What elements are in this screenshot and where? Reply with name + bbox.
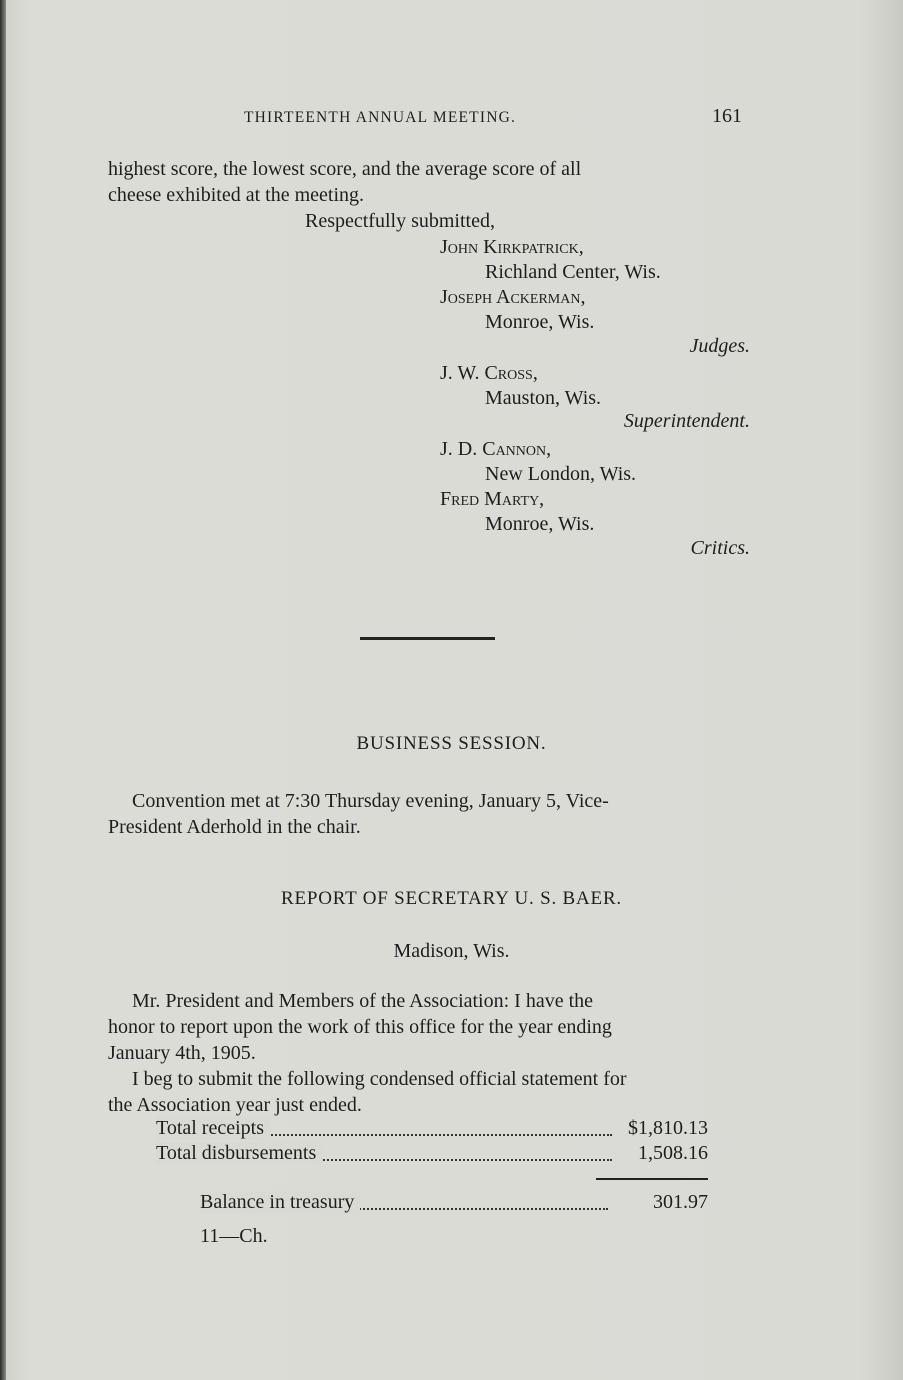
ledger-amount: $1,810.13 [628,1117,708,1139]
running-head: THIRTEENTH ANNUAL MEETING. [244,109,517,126]
paragraph-line: Mr. President and Members of the Association: I have the [132,990,594,1012]
signatory-name: John Kirkpatrick, [440,236,584,258]
ledger-row-receipts [156,1117,708,1143]
paragraph-line: honor to report upon the work of this office for the year ending [108,1016,612,1038]
signatory-place: Monroe, Wis. [485,513,595,535]
ledger-label: Total disbursements [156,1142,322,1165]
signatory-place: Mauston, Wis. [485,387,602,409]
ledger-row-balance [200,1191,708,1217]
ledger-label: Balance in treasury [200,1191,360,1214]
printer-signature-mark: 11—Ch. [200,1225,268,1247]
business-session-paragraph [108,788,748,840]
report-paragraph-1 [108,988,748,1066]
signatory-name: Joseph Ackerman, [440,286,586,308]
ledger-row-disbursements [156,1142,708,1168]
report-heading: REPORT OF SECRETARY U. S. BAER. [281,888,622,909]
intro-line: highest score, the lowest score, and the average score of all [108,158,582,180]
paragraph-line: January 4th, 1905. [108,1042,256,1064]
closing-salutation: Respectfully submitted, [305,210,495,232]
sum-rule [596,1178,708,1180]
page-header [108,105,748,135]
signatory-place: New London, Wis. [485,463,637,485]
paragraph-line: the Association year just ended. [108,1094,362,1116]
book-spine-edge [0,0,6,1380]
ledger-amount: 301.97 [653,1191,708,1213]
business-session-heading: BUSINESS SESSION. [356,733,547,754]
report-paragraph-2 [108,1066,748,1118]
signatory-place: Monroe, Wis. [485,311,595,333]
ledger-label: Total receipts [156,1117,270,1140]
role-judges: Judges. [689,335,750,357]
role-critics: Critics. [690,537,750,559]
section-divider [360,637,495,640]
ledger-amount: 1,508.16 [638,1142,708,1164]
paragraph-line: I beg to submit the following condensed official statement for [132,1068,627,1090]
signatory-name: J. D. Cannon, [440,438,552,460]
signatory-name: J. W. Cross, [440,362,538,384]
signatory-name: Fred Marty, [440,488,545,510]
page-number: 161 [712,105,742,127]
intro-line: cheese exhibited at the meeting. [108,184,365,206]
signatory-place: Richland Center, Wis. [485,261,661,283]
intro-paragraph [108,156,748,208]
role-superintendent: Superintendent. [623,410,750,432]
report-location: Madison, Wis. [393,940,510,962]
paragraph-line: President Aderhold in the chair. [108,816,361,838]
paragraph-line: Convention met at 7:30 Thursday evening, January 5, Vice- [132,790,609,812]
